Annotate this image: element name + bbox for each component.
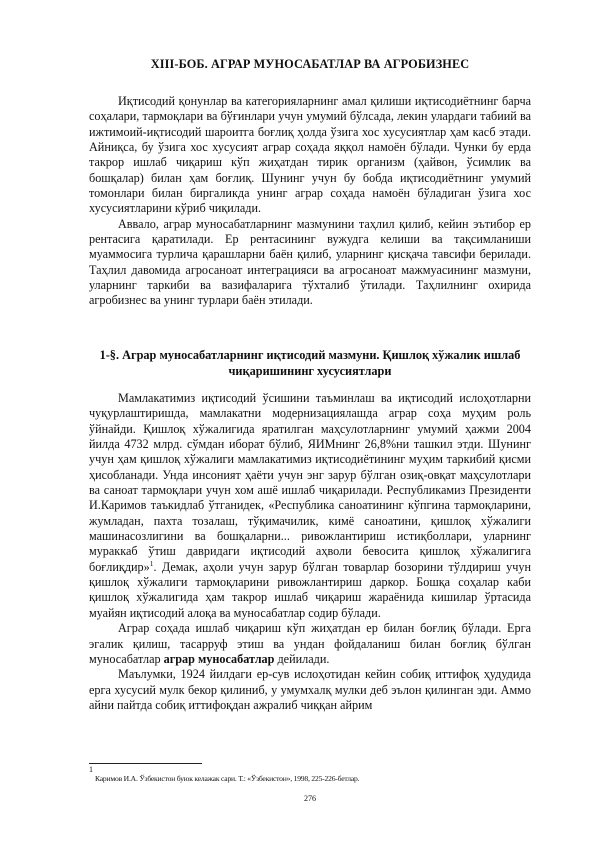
body-paragraph-3: Маълумки, 1924 йилдаги ер-сув ислоҳотидан кейин собиқ иттифоқ ҳудудида ерга хусусий мулк бекор қилиниб, у умумхалқ мулки деб эълон қилинган эди. Аммо айни пайтда собиқ иттифоқдан ажралиб чиққан айрим: [89, 667, 531, 712]
intro-paragraph-1: Иқтисодий қонунлар ва категорияларнинг амал қилиши иқтисодиётнинг барча соҳалари, тармоқлари ва бўғинлари учун умумий бўлсада, лекин улардаги табиий ва ижтимоий-иқтисодий шароитга боғлиқ ҳолда ўзига хос хусусиятлар ҳам касб этади. Айниқса, бу ўзига хос хусусият аграр соҳада яққол намоён бўлади. Чунки бу ерда такрор ишлаб чиқариш кўп жиҳатдан тирик организм (ҳайвон, ўсимлик ва бошқалар) билан ҳам боғлиқ. Шунинг учун бу бобда иқтисодиётнинг умумий томонлари билан биргаликда унинг аграр соҳада намоён бўладиган ўзига хос хусусиятларини кўриб чиқилади.: [89, 94, 531, 216]
term-agrarian-relations: аграр муносабатлар: [163, 651, 275, 666]
footnote-reference: 1: [149, 558, 154, 568]
section-title: 1-§. Аграр муносабатларнинг иқтисодий мазмуни. Қишлоқ хўжалик ишлаб чиқаришининг хусусиятлари: [99, 348, 521, 378]
footnote: [89, 765, 531, 784]
chapter-title: XIII-БОБ. АГРАР МУНОСАБАТЛАР ВА АГРОБИЗНЕС: [150, 57, 470, 71]
body-paragraph-2: [89, 621, 531, 667]
footnote-mark: 1: [89, 765, 93, 774]
body-paragraph-2-text: Аграр соҳада ишлаб чиқариш кўп жиҳатдан ер билан боғлиқ бўлади. Ерга эгалик қилиш, тасарруф этиш ва ундан фойдаланиш билан боғлиқ бўлган муносабатлар: [89, 621, 531, 666]
section-body: [89, 391, 531, 713]
footnote-separator: [89, 763, 202, 764]
body-paragraph-1-tail: . Демак, аҳоли учун зарур бўлган товарлар бозорини тўлдириш учун қишлоқ хўжалиги тармоқларини ривожлантириш даркор. Бошқа соҳалар каби қишлоқ хўжалигида ҳам такрор ишлаб чиқариш жараёнида кишилар ўртасида муайян иқтисодий алоқа ва муносабатлар содир бўлади.: [89, 559, 531, 620]
body-paragraph-1: [89, 391, 531, 621]
intro-text: [89, 94, 531, 309]
body-paragraph-2-tail: дейилади.: [274, 651, 330, 666]
footnote-text: Каримов И.А. Ўзбекистон буюк келажак сари. Т.: «Ўзбекистон», 1998, 225-226-бетлар.: [95, 774, 360, 783]
intro-paragraph-2: Аввало, аграр муносабатларнинг мазмунини таҳлил қилиб, кейин эътибор ер рентасига қаратилади. Ер рентасининг вужудга келиши ва тақсимланиши муаммосига турлича қарашларни баён қилиб, уларнинг қисқача тавсифи берилади. Таҳлил давомида агросаноат интеграцияси ва агросаноат мажмуасининг мазмуни, уларнинг таркиби ва вазифаларига тўхталиб ўтилади. Таҳлилнинг охирида агробизнес ва унинг турлари баён этилади.: [89, 216, 531, 308]
body-paragraph-1-text: Мамлакатимиз иқтисодий ўсишини таъминлаш ва иқтисодий ислоҳотларни чуқурлаштиришда, мамлакатни модернизациялашда аграр соҳа муҳим роль ўйнайди. Қишлоқ хўжалигида яратилган маҳсулотларнинг умумий ҳажми 2004 йилда 4732 млрд. сўмдан иборат бўлиб, ЯИМнинг 26,8%ни ташкил этди. Шунинг учун ҳам қишлоқ хўжалиги мамлакатимиз иқтисодиётининг муҳим таркибий қисми ҳисобланади. Унда инсоният ҳаёти учун энг зарур бўлган озиқ-овқат маҳсулотлари ва саноат тармоқлари учун хом ашё ишлаб чиқарилади. Республикамиз Президенти И.Каримов таъкидлаб ўтганидек, «Республика саноатининг кўпгина тармоқларини, жумладан, пахта тозалаш, тўқимачилик, кимё саноатини, қишлоқ хўжалиги машинасозлигини ва бошқаларни... ривожлантириш истиқболлари, уларнинг мураккаб ўтиш давридаги иқтисодий аҳволи бевосита қишлоқ хўжалигига боғлиқдир»: [89, 391, 531, 574]
page-number: 276: [304, 794, 316, 803]
